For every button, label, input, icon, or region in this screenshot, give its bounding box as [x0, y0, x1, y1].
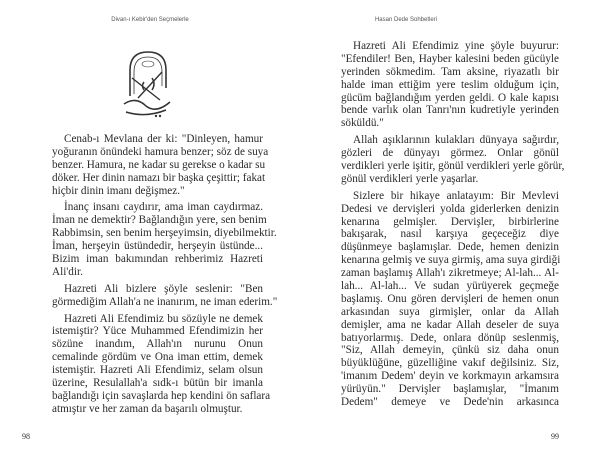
text-line: Sizlere bir hikaye anlatayım: Bir Mevlevi [353, 189, 559, 202]
calligraphy-ornament [116, 48, 180, 120]
text-line: bakışarak, nasıl karşıya geçeceğiz diye [341, 228, 559, 241]
paragraph [341, 134, 565, 186]
paragraph [52, 201, 277, 278]
text-line: İman ne demektir? Bağlandığın yere, sen benim [52, 214, 267, 227]
page-number: 98 [22, 432, 30, 441]
text-line: hiçbir dinin imanı değişmez." [52, 184, 185, 197]
text-line: Hazreti Ali bizlere şöyle seslenir: "Ben [64, 282, 263, 295]
paragraph [52, 312, 271, 416]
text-line: büyüklüğüne, güzelliğine vakıf değilsiniz. Siz, [341, 357, 559, 370]
text-line: düşünmeye başlamışlar. Dede, hemen denizin [341, 241, 559, 254]
text-line: Allah aşıklarının kulakları dünyaya sağırdır, [353, 134, 559, 147]
text-line: bende varlık olan Tanrı'nın kudretiyle yerinden [341, 104, 559, 117]
text-line: arkasından suya girmişler, onlar da Allah [341, 305, 559, 318]
text-line: görmediğim Allah'a ne inanırım, ne iman ederim." [52, 295, 278, 308]
paragraph [341, 40, 559, 130]
text-line: Cenab-ı Mevlana der ki: "Dinleyen, hamur [64, 133, 263, 145]
right-page [300, 0, 600, 463]
text-line: demişler, ama ne kadar Allah deseler de suya [341, 318, 559, 331]
text-line: Dedem" demeye ve Dede'nin arkasınca [341, 396, 559, 409]
text-line: atmıştır ve her zaman da başarılı olmuştur. [52, 402, 243, 415]
page-number: 99 [551, 432, 559, 441]
text-line: gücüm bağlandığım yerden geldi. O kale kapısı [341, 91, 559, 104]
text-line: "Siz, Allah demeyin, çünkü siz daha onun [341, 344, 559, 357]
text-line: cemalinde gördüm ve Ona iman ettim, demek [52, 351, 263, 364]
body-text [52, 133, 278, 420]
text-line: verdikleri yerle işitir, gönül verdikleri yerle görür, [341, 160, 565, 173]
text-line: başlamış. Onu gören dervişleri de hemen onun [341, 292, 559, 305]
text-line: batıyorlarmış. Dede, onlara dönüp seslenmiş, [341, 331, 559, 344]
text-line: Hazreti Ali Efendimiz bu sözüyle ne demek [64, 312, 263, 325]
text-line: 'imanım Dedem' deyin ve korkmayın arkamsıra [341, 370, 559, 383]
text-line: Bizim iman bakımından rehberimiz Hazreti [52, 253, 263, 266]
paragraph [341, 190, 559, 409]
text-line: Hazreti Ali Efendimiz yine şöyle buyurur: [353, 40, 559, 52]
text-line: söküldü." [341, 117, 384, 130]
text-line: halde iman ettiğim yere teslim olduğum için, [341, 78, 559, 91]
text-line: Ali'dir. [52, 265, 83, 278]
text-line: Dedesi ve dervişleri yolda giderlerken denizin [341, 202, 559, 215]
text-line: kenarına gelmişler. Dervişler, birbirlerine [341, 215, 559, 228]
text-line: yerinden sökmedim. Tam aksine, riyazatlı bir [341, 65, 559, 78]
text-line: istemiştir? Yüce Muhammed Efendimizin her [52, 325, 263, 338]
paragraph [52, 133, 269, 197]
text-line: yürüyün." Dervişler başlamışlar, "İmanım [341, 383, 559, 396]
body-text [341, 40, 565, 413]
paragraph [52, 282, 278, 309]
text-line: bağlandığı için savaşlarda hep kendini ön saflara [52, 389, 271, 402]
text-line: gönül verdikleri yerle yaşarlar. [341, 172, 479, 185]
text-line: yoğuranın önündeki hamura benzer; söz de suya [52, 145, 269, 158]
text-line: sözüne inandım, Allah'ın nurunu Onun [52, 338, 263, 351]
text-line: üzerine, Resulallah'a sıdk-ı bütün bir imanla [52, 377, 263, 390]
text-line: Rabbimsin, sen benim herşeyimsin, diyebilmektir. [52, 227, 277, 240]
text-line: İnanç insanı caydırır, ama iman caydırmaz. [64, 201, 263, 214]
text-line: zaman başlamış Allah'ı zikretmeye; Al-lah... Al- [341, 267, 559, 280]
text-line: döker. Her dinin namazı bir başka çeşittir; fakat [52, 171, 266, 184]
text-line: benzer. Hamura, ne kadar su gerekse o kadar su [52, 158, 266, 171]
text-line: gözleri de dünyayı görmez. Onlar gönül [341, 147, 559, 160]
text-line: lah... Al-lah... Ve sudan yürüyerek geçmeğe [341, 280, 559, 293]
text-line: İman, herşeyin üstündedir, herşeyin üstünde... [52, 240, 263, 253]
running-header: Divan-ı Kebir'den Seçmelerle [111, 17, 189, 23]
text-line: istemiştir. Hazreti Ali Efendimiz, selam olsun [52, 364, 263, 377]
text-line: kenarına gelmiş ve suya girmiş, ama suya girdiği [341, 254, 561, 267]
text-line: "Efendiler! Ben, Hayber kalesini beden gücüyle [341, 52, 559, 65]
running-header: Hasan Dede Sohbetleri [374, 17, 438, 23]
